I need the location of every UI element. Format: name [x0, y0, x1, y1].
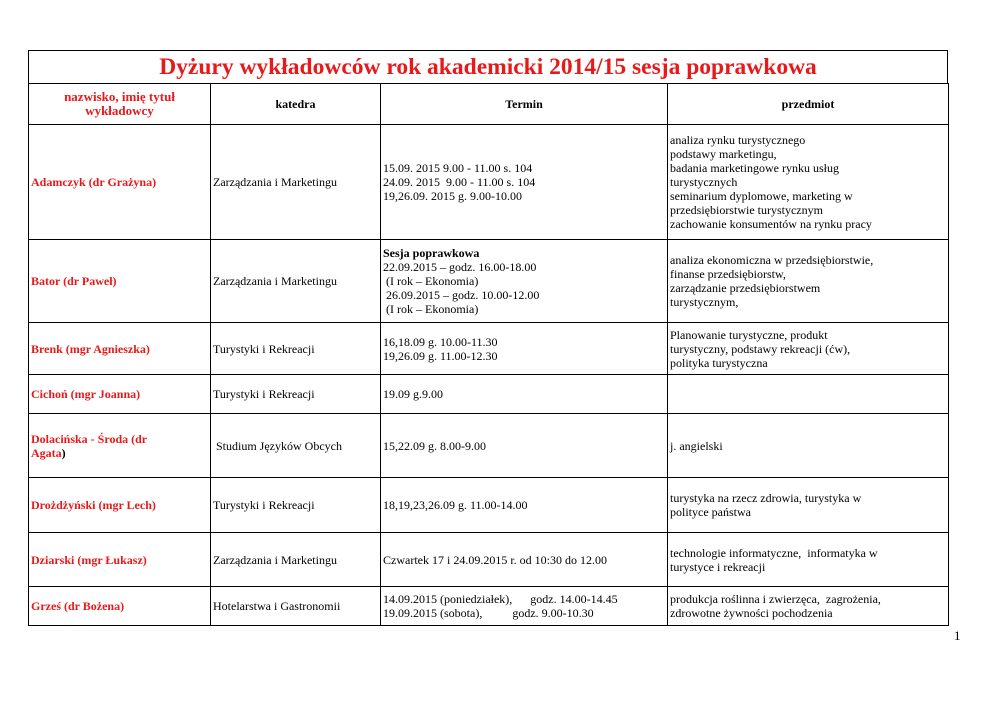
duty-table — [28, 83, 949, 626]
lecturer-name: Brenk (mgr Agnieszka) — [29, 323, 211, 375]
subject-line: turystycznych — [670, 175, 738, 189]
lecturer-name: Bator (dr Paweł) — [29, 240, 211, 323]
department: Turystyki i Rekreacji — [211, 375, 381, 414]
subject-line: polityka turystyczna — [670, 355, 768, 370]
subject-line: turystycznym, — [670, 295, 739, 309]
table-row — [29, 587, 949, 626]
table-row — [29, 125, 949, 240]
term-line: 14.09.2015 (poniedziałek), godz. 14.00-14.45 — [383, 592, 618, 606]
department: Zarządzania i Marketingu — [211, 125, 381, 240]
subject — [668, 587, 949, 626]
subject-line: seminarium dyplomowe, marketing w — [670, 189, 853, 203]
page-title: Dyżury wykładowców rok akademicki 2014/15 sesja poprawkowa — [28, 50, 948, 83]
lecturer-name: Adamczyk (dr Grażyna) — [29, 125, 211, 240]
lecturer-name: Dziarski (mgr Łukasz) — [29, 533, 211, 587]
subject-line: turystyce i rekreacji — [670, 559, 766, 574]
subject-line: finanse przedsiębiorstw, — [670, 267, 786, 281]
term-line: 22.09.2015 – godz. 16.00-18.00 — [383, 260, 537, 274]
department: Zarządzania i Marketingu — [211, 240, 381, 323]
term — [381, 533, 668, 587]
table-row — [29, 375, 949, 414]
lecturer-name — [29, 414, 211, 478]
subject-line: podstawy marketingu, — [670, 147, 777, 161]
header-row — [29, 84, 949, 125]
term — [381, 323, 668, 375]
subject — [668, 533, 949, 587]
subject — [668, 478, 949, 533]
term — [381, 125, 668, 240]
department-label: Studium Języków Obcych — [213, 438, 342, 453]
subject-line: turystyka na rzecz zdrowia, turystyka w — [670, 491, 862, 505]
term — [381, 478, 668, 533]
lecturer-name: Grześ (dr Bożena) — [29, 587, 211, 626]
lecturer-name-part: Agata — [31, 445, 62, 460]
header-subject: przedmiot — [668, 84, 949, 125]
subject — [668, 240, 949, 323]
table-row — [29, 478, 949, 533]
department — [211, 414, 381, 478]
subject-line: polityce państwa — [670, 505, 751, 519]
subject — [668, 125, 949, 240]
header-dept: katedra — [211, 84, 381, 125]
term-line: 19.09.2015 (sobota), godz. 9.00-10.30 — [383, 606, 594, 620]
lecturer-name-part: Dolacińska - Środa (dr — [31, 431, 148, 446]
table-row — [29, 323, 949, 375]
term-line: 16,18.09 g. 10.00-11.30 — [383, 334, 498, 349]
term-line: 19.09 g.9.00 — [383, 387, 443, 401]
table-row — [29, 240, 949, 323]
term-line: 26.09.2015 – godz. 10.00-12.00 — [383, 288, 540, 302]
subject-line: zachowanie konsumentów na rynku pracy — [670, 217, 872, 231]
department: Hotelarstwa i Gastronomii — [211, 587, 381, 626]
subject-line: przedsiębiorstwie turystycznym — [670, 203, 823, 217]
department: Turystyki i Rekreacji — [211, 323, 381, 375]
table-row — [29, 414, 949, 478]
duty-schedule-sheet — [28, 50, 948, 626]
subject-line: produkcja roślinna i zwierzęca, zagrożenia, — [670, 592, 881, 606]
term — [381, 240, 668, 323]
table-row — [29, 533, 949, 587]
term-line: 15.09. 2015 9.00 - 11.00 s. 104 — [383, 161, 533, 175]
department: Zarządzania i Marketingu — [211, 533, 381, 587]
subject-line: zarządzanie przedsiębiorstwem — [670, 281, 821, 295]
term-line: 24.09. 2015 9.00 - 11.00 s. 104 — [383, 175, 536, 189]
term-line: (I rok – Ekonomia) — [383, 302, 479, 316]
subject-line: zdrowotne żywności pochodzenia — [670, 606, 833, 620]
header-name: nazwisko, imię tytuł wykładowcy — [29, 84, 211, 125]
term — [381, 414, 668, 478]
term-line: 19,26.09 g. 11.00-12.30 — [383, 348, 498, 363]
lecturer-name: Cichoń (mgr Joanna) — [29, 375, 211, 414]
term — [381, 587, 668, 626]
subject-line: turystyczny, podstawy rekreacji (ćw), — [670, 341, 851, 356]
term-line: Czwartek 17 i 24.09.2015 r. od 10:30 do 12.00 — [383, 552, 607, 567]
subject-line: badania marketingowe rynku usług — [670, 161, 839, 175]
term-line: 18,19,23,26.09 g. 11.00-14.00 — [383, 498, 528, 512]
lecturer-name: Drożdżyński (mgr Lech) — [29, 478, 211, 533]
subject-line: j. angielski — [670, 438, 723, 453]
term-line: (I rok – Ekonomia) — [383, 274, 479, 288]
subject-line: analiza rynku turystycznego — [670, 133, 806, 147]
subject-line: Planowanie turystyczne, produkt — [670, 327, 828, 342]
subject — [668, 414, 949, 478]
subject-line: analiza ekonomiczna w przedsiębiorstwie, — [670, 253, 874, 267]
lecturer-name-part: ) — [61, 445, 66, 460]
page-number: 1 — [954, 628, 961, 643]
term-line: 15,22.09 g. 8.00-9.00 — [383, 438, 486, 453]
term-heading: Sesja poprawkowa — [383, 246, 480, 260]
subject — [668, 375, 949, 414]
term — [381, 375, 668, 414]
department: Turystyki i Rekreacji — [211, 478, 381, 533]
term-line: 19,26.09. 2015 g. 9.00-10.00 — [383, 189, 522, 203]
subject-line: technologie informatyczne, informatyka w — [670, 545, 878, 560]
header-term: Termin — [381, 84, 668, 125]
subject — [668, 323, 949, 375]
